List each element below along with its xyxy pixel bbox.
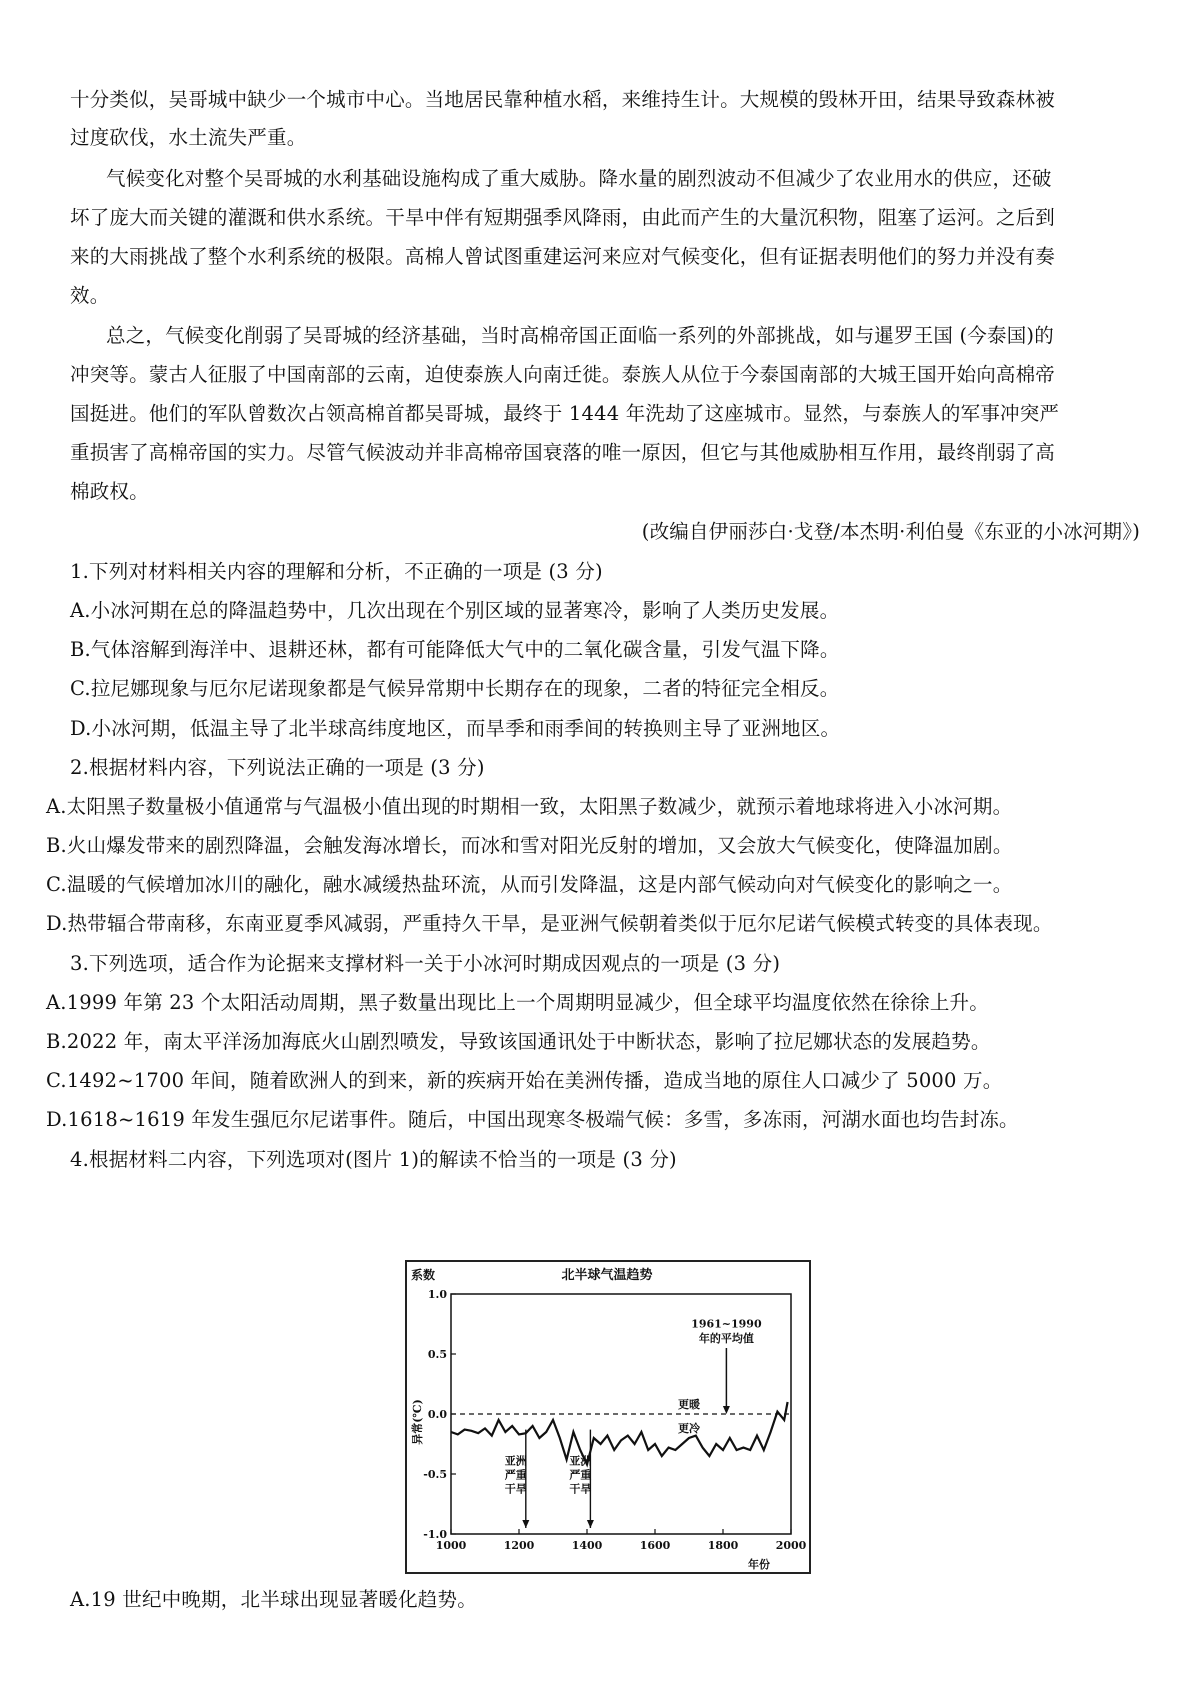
x-tick-label: 1200	[503, 1539, 535, 1552]
baseline-arrowhead	[723, 1406, 730, 1414]
option-c: C.拉尼娜现象与厄尔尼诺现象都是气候异常期中长期存在的现象，二者的特征完全相反。	[70, 677, 840, 700]
paragraph-line: 坏了庞大而关键的灌溉和供水系统。干旱中伴有短期强季风降雨，由此而产生的大量沉积物，阻塞了运河。之后到	[70, 206, 1056, 229]
option-c: C.1492~1700 年间，随着欧洲人的到来，新的疾病开始在美洲传播，造成当地的原住人口减少了 5000 万。	[46, 1069, 1003, 1092]
paragraph-line: 十分类似，吴哥城中缺少一个城市中心。当地居民靠种植水稻，来维持生计。大规模的毁林开田，结果导致森林被	[70, 88, 1056, 111]
series-line	[451, 1402, 788, 1464]
option-b: B.2022 年，南太平洋汤加海底火山剧烈喷发，导致该国通讯处于中断状态，影响了拉尼娜状态的发展趋势。	[46, 1030, 991, 1053]
drought-label: 干旱	[504, 1482, 527, 1496]
paragraph-line: 来的大雨挑战了整个水利系统的极限。高棉人曾试图重建运河来应对气候变化，但有证据表明他们的努力并没有奏	[70, 245, 1056, 268]
y-tick-label: -1.0	[423, 1528, 447, 1541]
y-tick-label: -0.5	[423, 1468, 447, 1481]
option-a: A.19 世纪中晚期，北半球出现显著暖化趋势。	[70, 1588, 477, 1611]
y-tick-label: 0.0	[427, 1408, 447, 1421]
drought-label: 亚洲	[569, 1454, 592, 1468]
x-tick-label: 1400	[571, 1539, 603, 1552]
option-a: A.小冰河期在总的降温趋势中，几次出现在个别区域的显著寒冷，影响了人类历史发展。	[70, 599, 840, 622]
x-tick-label: 1800	[707, 1539, 739, 1552]
option-b: B.火山爆发带来的剧烈降温，会触发海冰增长，而冰和雪对阳光反射的增加，又会放大气候变化，使降温加剧。	[46, 834, 1013, 857]
question-stem: 1.下列对材料相关内容的理解和分析，不正确的一项是 (3 分)	[70, 560, 603, 583]
baseline-annotation-line2: 年的平均值	[698, 1332, 754, 1345]
temperature-chart	[405, 1260, 811, 1574]
option-d: D.1618~1619 年发生强厄尔尼诺事件。随后，中国出现寒冬极端气候：多雪，多冻雨，河湖水面也均告封冻。	[46, 1108, 1019, 1131]
option-d: D.热带辐合带南移，东南亚夏季风减弱，严重持久干旱，是亚洲气候朝着类似于厄尔尼诺气候模式转变的具体表现。	[46, 912, 1053, 935]
question-stem: 2.根据材料内容，下列说法正确的一项是 (3 分)	[70, 756, 485, 779]
paragraph-line: 冲突等。蒙古人征服了中国南部的云南，迫使泰族人向南迁徙。泰族人从位于今泰国南部的大城王国开始向高棉帝	[70, 363, 1056, 386]
colder-label: 更冷	[678, 1422, 700, 1435]
paragraph-line: 棉政权。	[70, 480, 149, 503]
paragraph-line: 总之，气候变化削弱了吴哥城的经济基础，当时高棉帝国正面临一系列的外部挑战，如与暹罗王国 (今泰国)的	[106, 324, 1054, 347]
y-tick-label: 1.0	[427, 1288, 447, 1301]
paragraph-line: 国挺进。他们的军队曾数次占领高棉首都吴哥城，最终于 1444 年洗劫了这座城市。显然，与泰族人的军事冲突严	[70, 402, 1060, 425]
paragraph-line: 效。	[70, 284, 110, 307]
x-tick-label: 2000	[775, 1539, 807, 1552]
drought-arrowhead	[522, 1520, 529, 1528]
option-c: C.温暖的气候增加冰川的融化，融水减缓热盐环流，从而引发降温，这是内部气候动向对气候变化的影响之一。	[46, 873, 1013, 896]
x-axis-label: 年份	[748, 1558, 770, 1571]
source-citation: (改编自伊丽莎白·戈登/本杰明·利伯曼《东亚的小冰河期》)	[641, 520, 1140, 543]
chart-svg	[407, 1262, 809, 1572]
chart-title: 北半球气温趋势	[561, 1268, 653, 1283]
drought-label: 严重	[504, 1468, 527, 1482]
option-d: D.小冰河期，低温主导了北半球高纬度地区，而旱季和雨季间的转换则主导了亚洲地区。	[70, 717, 841, 740]
drought-label: 干旱	[569, 1482, 592, 1496]
annotations	[505, 1318, 762, 1528]
option-b: B.气体溶解到海洋中、退耕还林，都有可能降低大气中的二氧化碳含量，引发气温下降。	[70, 638, 840, 661]
x-tick-label: 1000	[435, 1539, 467, 1552]
question-stem: 4.根据材料二内容，下列选项对(图片 1)的解读不恰当的一项是 (3 分)	[70, 1148, 677, 1171]
y-tick-label: 0.5	[427, 1348, 447, 1361]
paragraph-line: 重损害了高棉帝国的实力。尽管气候波动并非高棉帝国衰落的唯一原因，但它与其他威胁相互作用，最终削弱了高	[70, 441, 1056, 464]
option-a: A.太阳黑子数量极小值通常与气温极小值出现的时期相一致，太阳黑子数减少，就预示着地球将进入小冰河期。	[46, 795, 1013, 818]
warmer-label: 更暖	[678, 1398, 700, 1411]
drought-label: 严重	[569, 1468, 592, 1482]
question-stem: 3.下列选项，适合作为论据来支撑材料一关于小冰河时期成因观点的一项是 (3 分)	[70, 952, 781, 975]
drought-arrowhead	[587, 1520, 594, 1528]
paragraph-line: 气候变化对整个吴哥城的水利基础设施构成了重大威胁。降水量的剧烈波动不但减少了农业用水的供应，还破	[106, 167, 1052, 190]
x-tick-label: 1600	[639, 1539, 671, 1552]
drought-markers	[505, 1430, 594, 1528]
y-axis-top-label: 系数	[411, 1268, 436, 1282]
paragraph-line: 过度砍伐，水土流失严重。	[70, 126, 307, 149]
drought-label: 亚洲	[504, 1454, 527, 1468]
option-a: A.1999 年第 23 个太阳活动周期，黑子数量出现比上一个周期明显减少，但全球平均温度依然在徐徐上升。	[46, 991, 989, 1014]
baseline-annotation-line1: 1961~1990	[691, 1317, 762, 1331]
x-ticks	[436, 1529, 807, 1552]
y-axis-label: 异常(℃)	[411, 1399, 424, 1445]
